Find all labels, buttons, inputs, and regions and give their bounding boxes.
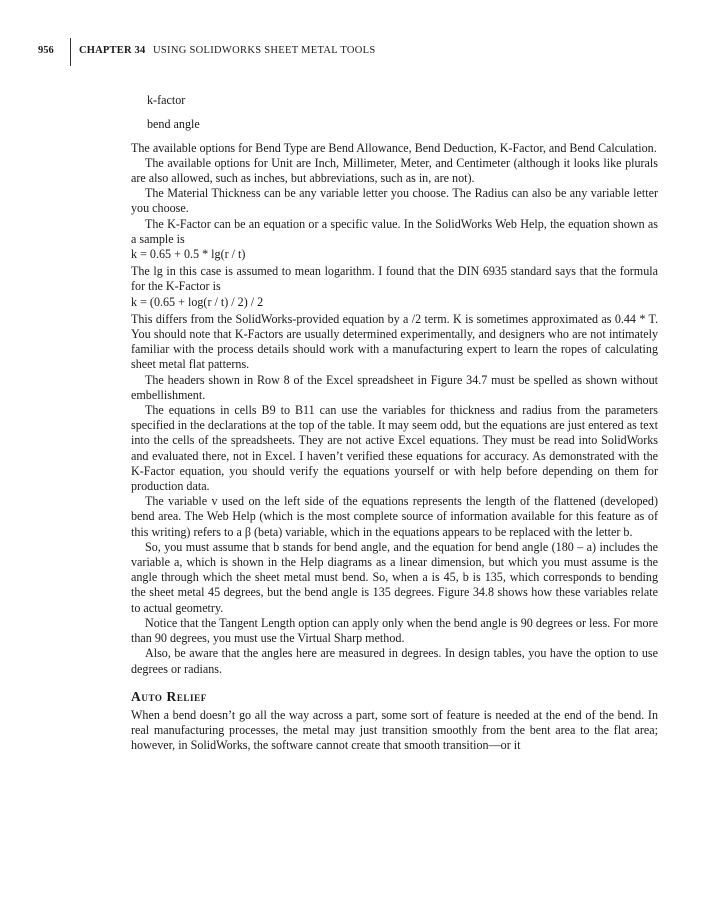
- page-number: 956: [38, 45, 54, 56]
- paragraph: The equations in cells B9 to B11 can use the variables for thickness and radius from the parameters specified in the declarations at the top of the table. It may seem odd, but the equations are just entered as text into the cells of the spreadsheets. They are not active Excel equations. They must be read into SolidWorks and evaluated there, not in Excel. I haven’t verified these equations for accuracy. As demonstrated with the K-Factor equation, you should verify the equations yourself or with help before depending on them for production data.: [131, 403, 658, 494]
- paragraph: So, you must assume that b stands for bend angle, and the equation for bend angle (180 – a) includes the variable a, which is shown in the Help diagrams as a linear dimension, but which you must assume is the angle through which the sheet metal must bend. So, when a is 45, b is 135, which corresponds to bending the sheet metal 45 degrees, but the bend angle is 135 degrees. Figure 34.8 shows how these variables relate to actual geometry.: [131, 539, 658, 615]
- paragraph: The variable v used on the left side of the equations represents the length of the flattened (developed) bend area. The Web Help (which is the most complete source of information available for this feature as of this writing) refers to a β (beta) variable, which in the equations appears to be replaced with the letter b.: [131, 494, 658, 539]
- paragraph: When a bend doesn’t go all the way across a part, some sort of feature is needed at the end of the bend. In real manufacturing processes, the metal may just transition smoothly from the bent area to the flat area; however, in SolidWorks, the software cannot create that smooth transition—or it: [131, 707, 658, 753]
- chapter-title: USING SOLIDWORKS SHEET METAL TOOLS: [153, 45, 376, 56]
- equation: k = 0.65 + 0.5 * lg(r / t): [131, 247, 246, 262]
- running-head: [22, 38, 702, 66]
- paragraph: Notice that the Tangent Length option can apply only when the bend angle is 90 degrees or less. For more than 90 degrees, you must use the Virtual Sharp method.: [131, 615, 658, 646]
- list-item: bend angle: [147, 116, 200, 131]
- paragraph: The lg in this case is assumed to mean logarithm. I found that the DIN 6935 standard says that the formula for the K-Factor is: [131, 264, 658, 294]
- paragraph: The available options for Unit are Inch, Millimeter, Meter, and Centimeter (although it looks like plurals are also allowed, such as inches, but abbreviations, such as in, are not).: [131, 155, 658, 185]
- header-divider: [70, 38, 71, 66]
- paragraph: The available options for Bend Type are Bend Allowance, Bend Deduction, K-Factor, and Bend Calculation.: [131, 140, 657, 155]
- paragraph: The Material Thickness can be any variable letter you choose. The Radius can also be any variable letter you choose.: [131, 186, 658, 216]
- paragraph: The headers shown in Row 8 of the Excel spreadsheet in Figure 34.7 must be spelled as shown without embellishment.: [131, 372, 658, 402]
- paragraph: This differs from the SolidWorks-provided equation by a /2 term. K is sometimes approximated as 0.44 * T. You should note that K-Factors are usually determined experimentally, and designers who are not intimately familiar with the process details should work with a manufacturing expert to learn the ropes of calculating sheet metal flat patterns.: [131, 311, 658, 372]
- paragraph: Also, be aware that the angles here are measured in degrees. In design tables, you have the option to use degrees or radians.: [131, 646, 658, 676]
- list-item: k-factor: [147, 93, 186, 107]
- section-heading: Auto Relief: [131, 688, 207, 704]
- page-body: [131, 93, 658, 754]
- equation: k = (0.65 + log(r / t) / 2) / 2: [131, 294, 264, 309]
- chapter-label: CHAPTER 34: [79, 45, 146, 56]
- paragraph: The K-Factor can be an equation or a specific value. In the SolidWorks Web Help, the equation shown as a sample is: [131, 216, 658, 246]
